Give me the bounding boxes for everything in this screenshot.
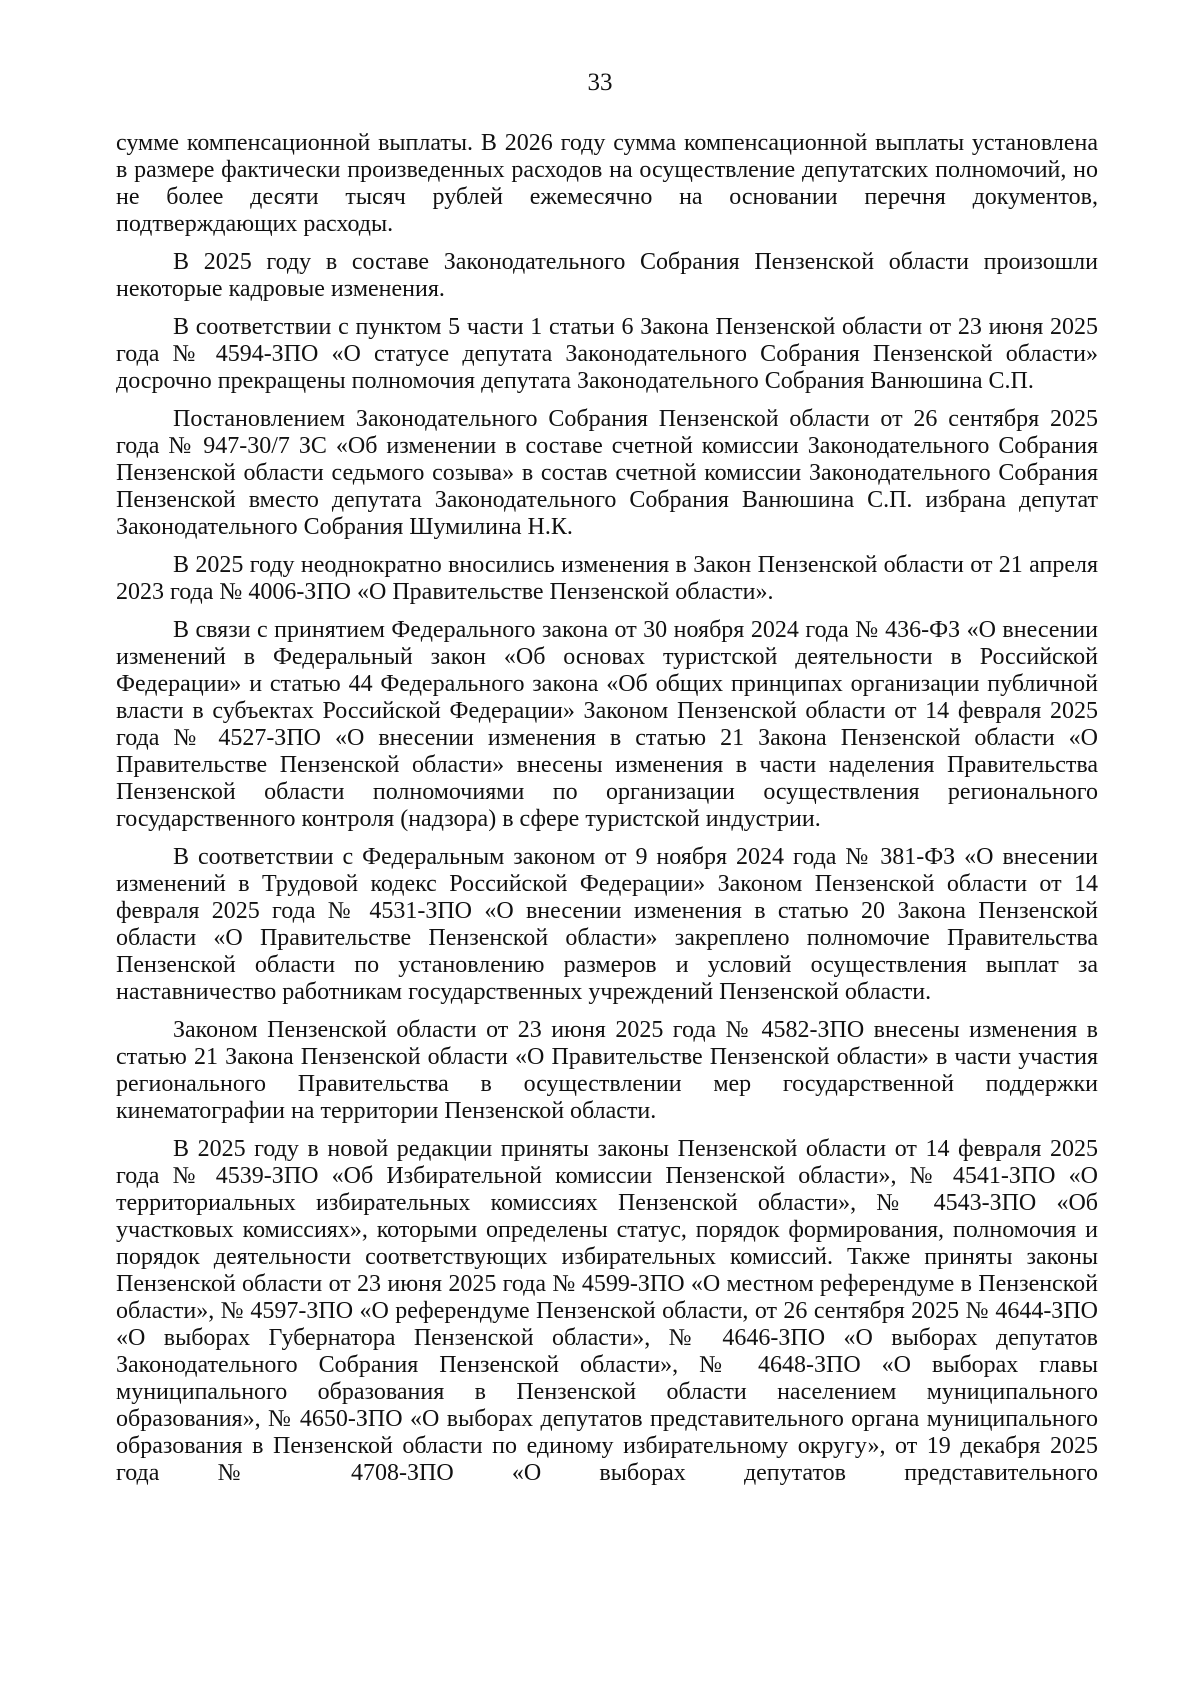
paragraph-6: В связи с принятием Федерального закона от 30 ноября 2024 года № 436-ФЗ «О внесении изменений в Федеральный закон «Об основах туристской деятельности в Российской Федерации» и статью 44 Федерального закона «Об общих принципах организации публичной власти в субъектах Российской Федерации» Законом Пензенской области от 14 февраля 2025 года № 4527-ЗПО «О внесении изменения в статью 21 Закона Пензенской области «О Правительстве Пензенской области» внесены изменения в части наделения Правительства Пензенской области полномочиями по организации осуществления регионального государственного контроля (надзора) в сфере туристской индустрии. xyxy=(116,617,1098,832)
paragraph-7: В соответствии с Федеральным законом от 9 ноября 2024 года № 381-ФЗ «О внесении изменений в Трудовой кодекс Российской Федерации» Законом Пензенской области от 14 февраля 2025 года № 4531-ЗПО «О внесении изменения в статью 20 Закона Пензенской области «О Правительстве Пензенской области» закреплено полномочие Правительства Пензенской области по установлению размеров и условий осуществления выплат за наставничество работникам государственных учреждений Пензенской области. xyxy=(116,844,1098,1005)
paragraph-5: В 2025 году неоднократно вносились изменения в Закон Пензенской области от 21 апреля 2023 года № 4006-ЗПО «О Правительстве Пензенской области». xyxy=(116,552,1098,605)
paragraph-9: В 2025 году в новой редакции приняты законы Пензенской области от 14 февраля 2025 года № 4539-ЗПО «Об Избирательной комиссии Пензенской области», № 4541-ЗПО «О территориальных избирательных комиссиях Пензенской области», № 4543-ЗПО «Об участковых комиссиях», которыми определены статус, порядок формирования, полномочия и порядок деятельности соответствующих избирательных комиссий. Также приняты законы Пензенской области от 23 июня 2025 года № 4599-ЗПО «О местном референдуме в Пензенской области», № 4597-ЗПО «О референдуме Пензенской области, от 26 сентября 2025 № 4644-ЗПО «О выборах Губернатора Пензенской области», № 4646-ЗПО «О выборах депутатов Законодательного Собрания Пензенской области», № 4648-ЗПО «О выборах главы муниципального образования в Пензенской области населением муниципального образования», № 4650-ЗПО «О выборах депутатов представительного органа муниципального образования в Пензенской области по единому избирательному округу», от 19 декабря 2025 года № 4708-ЗПО «О выборах депутатов представительного xyxy=(116,1136,1098,1486)
paragraph-1: сумме компенсационной выплаты. В 2026 году сумма компенсационной выплаты установлена в размере фактически произведенных расходов на осуществление депутатских полномочий, но не более десяти тысяч рублей ежемесячно на основании перечня документов, подтверждающих расходы. xyxy=(116,130,1098,237)
document-body xyxy=(116,130,1098,1498)
paragraph-2: В 2025 году в составе Законодательного Собрания Пензенской области произошли некоторые кадровые изменения. xyxy=(116,249,1098,302)
page-number: 33 xyxy=(587,69,613,96)
paragraph-8: Законом Пензенской области от 23 июня 2025 года № 4582-ЗПО внесены изменения в статью 21 Закона Пензенской области «О Правительстве Пензенской области» в части участия регионального Правительства в осуществлении мер государственной поддержки кинематографии на территории Пензенской области. xyxy=(116,1017,1098,1124)
paragraph-4: Постановлением Законодательного Собрания Пензенской области от 26 сентября 2025 года № 947-30/7 ЗС «Об изменении в составе счетной комиссии Законодательного Собрания Пензенской области седьмого созыва» в состав счетной комиссии Законодательного Собрания Пензенской вместо депутата Законодательного Собрания Ванюшина С.П. избрана депутат Законодательного Собрания Шумилина Н.К. xyxy=(116,406,1098,540)
paragraph-3: В соответствии с пунктом 5 части 1 статьи 6 Закона Пензенской области от 23 июня 2025 года № 4594-ЗПО «О статусе депутата Законодательного Собрания Пензенской области» досрочно прекращены полномочия депутата Законодательного Собрания Ванюшина С.П. xyxy=(116,314,1098,394)
